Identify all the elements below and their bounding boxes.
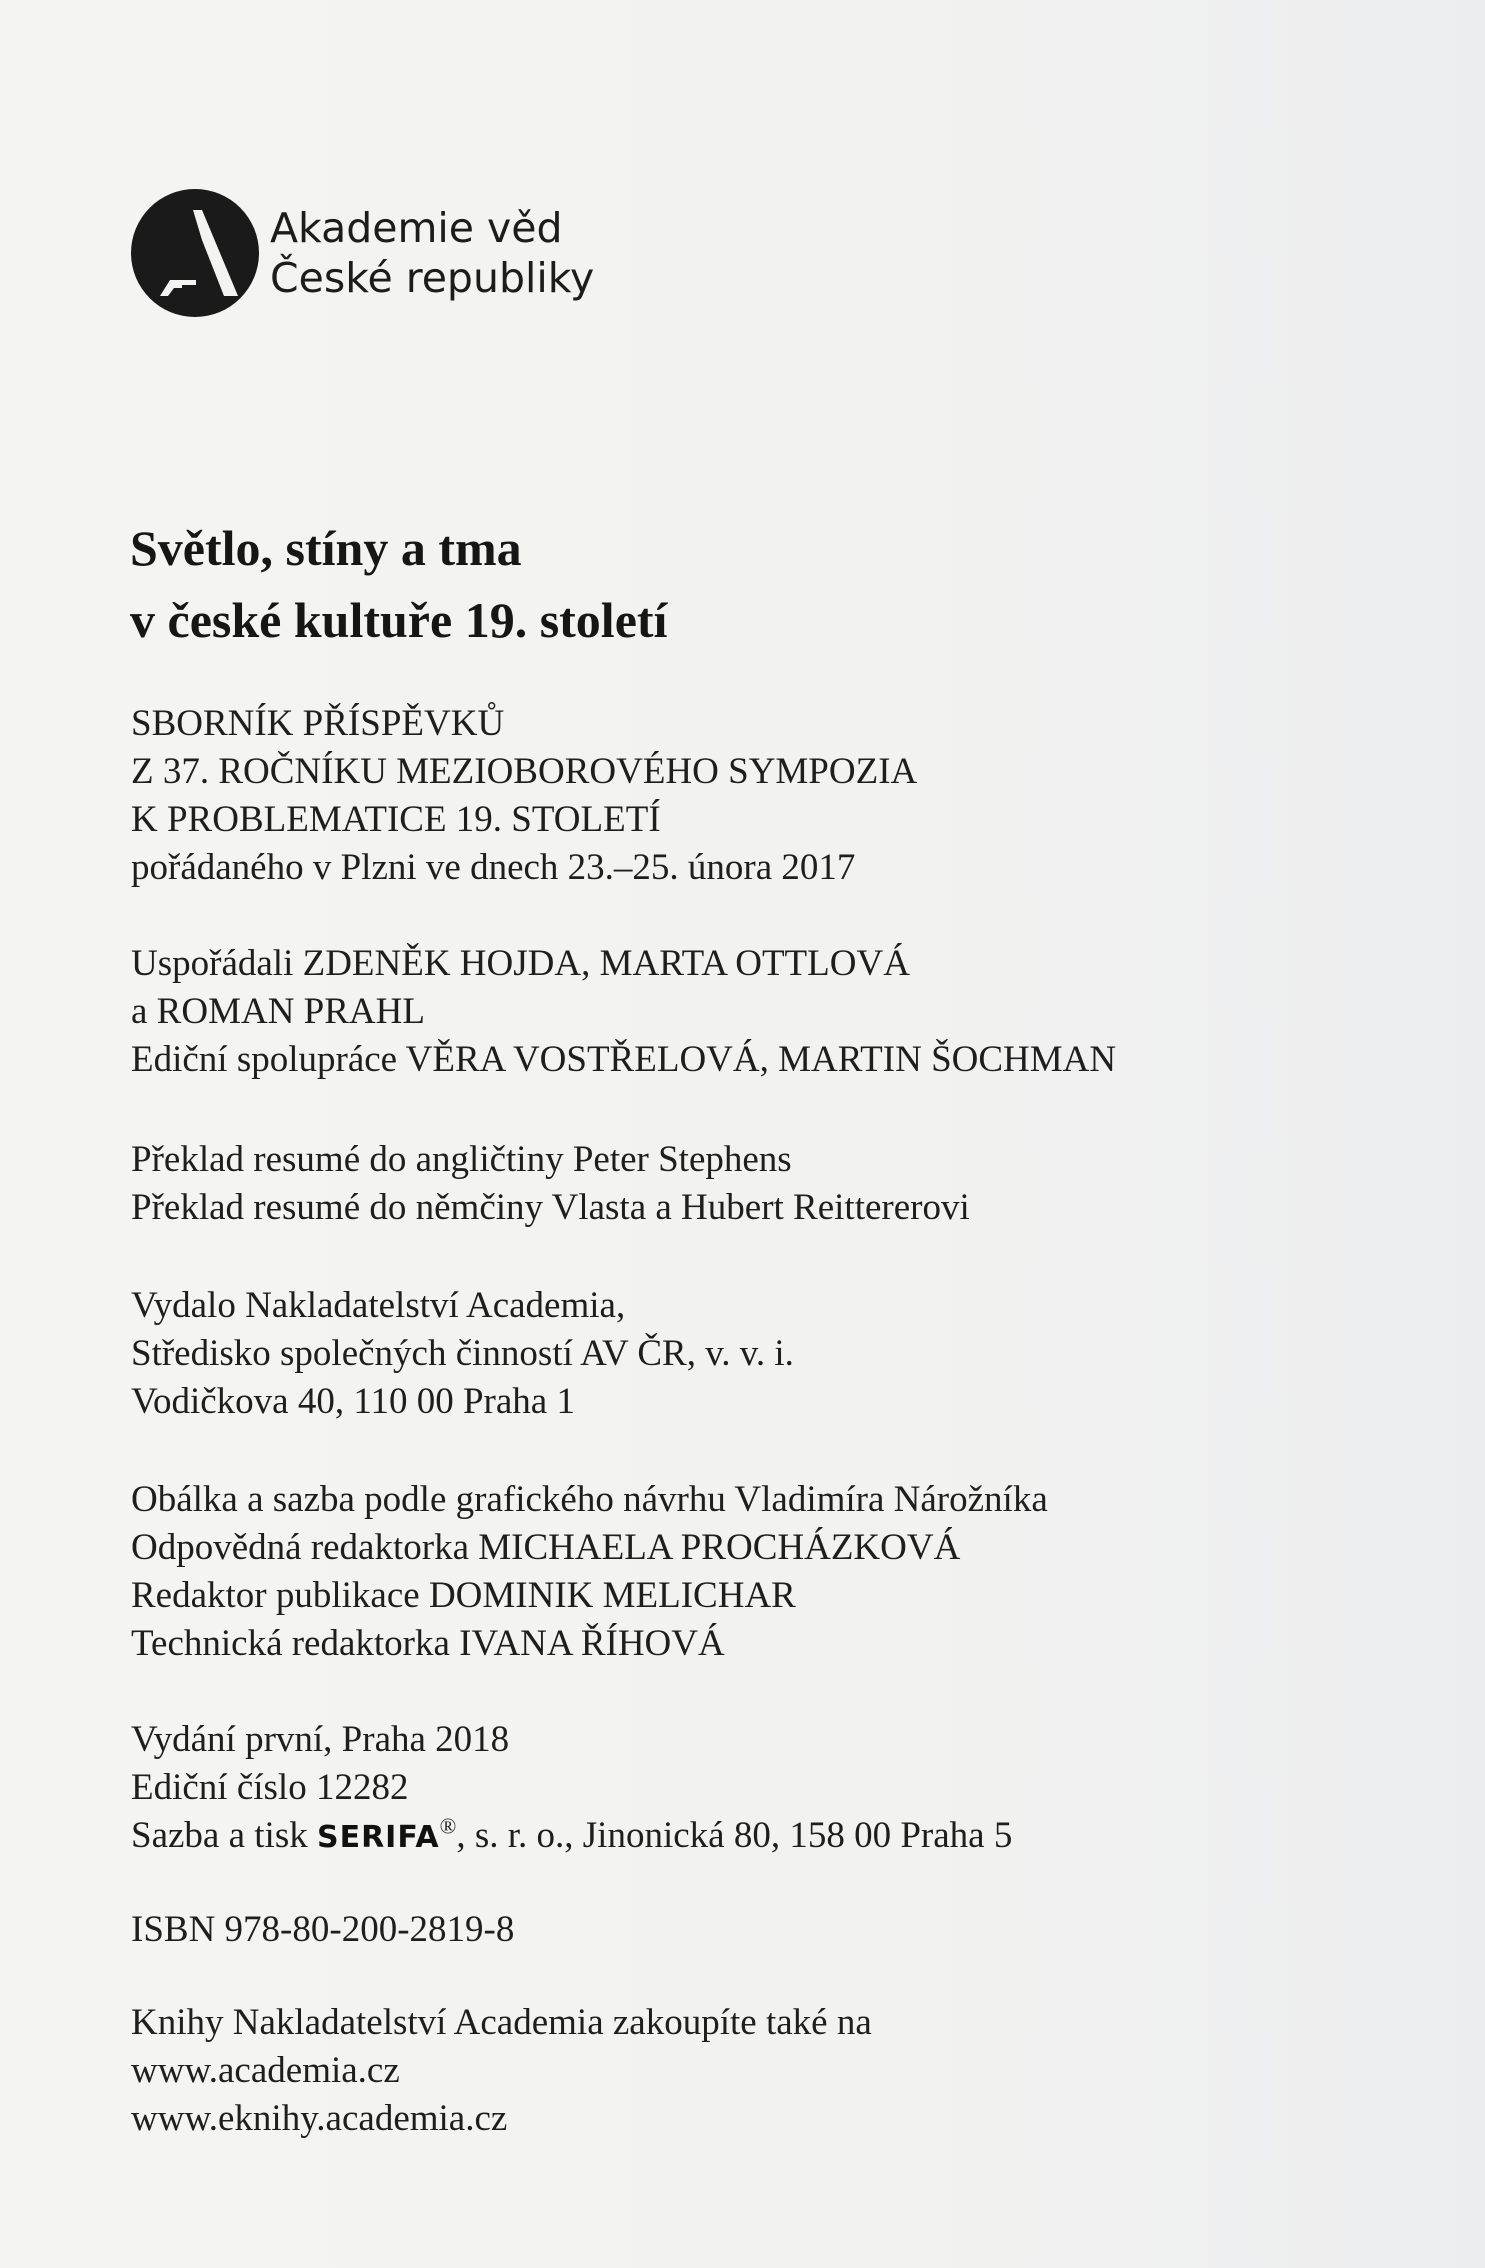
editors-line1: Uspořádali ZDENĚK HOJDA, MARTA OTTLOVÁ <box>131 943 910 984</box>
edition-block <box>131 1716 1012 1862</box>
isbn-block <box>131 1906 514 1954</box>
shop-block <box>131 1999 872 2143</box>
book-title <box>130 512 667 656</box>
isbn: ISBN 978-80-200-2819-8 <box>131 1909 515 1950</box>
subtitle-line2: Z 37. ROČNÍKU MEZIOBOROVÉHO SYMPOZIA <box>131 751 918 792</box>
editors-block <box>131 940 1116 1084</box>
publisher-address: Vodičkova 40, 110 00 Praha 1 <box>131 1381 575 1422</box>
edition-number: Ediční číslo 12282 <box>131 1767 409 1808</box>
book-title-line1: Světlo, stíny a tma <box>130 520 522 576</box>
credits-cover: Obálka a sazba podle grafického návrhu Vladimíra Nárožníka <box>131 1479 1048 1520</box>
translation-german: Překlad resumé do němčiny Vlasta a Hubert Reittererovi <box>131 1187 970 1228</box>
shop-url-eknihy: www.eknihy.academia.cz <box>131 2098 508 2139</box>
publisher-block <box>131 1282 794 1426</box>
academy-emblem-icon <box>130 188 260 318</box>
academy-logo <box>130 188 594 318</box>
translation-block <box>131 1136 970 1232</box>
subtitle-line4: pořádaného v Plzni ve dnech 23.–25. února 2017 <box>131 847 856 888</box>
book-title-line2: v české kultuře 19. století <box>130 592 668 648</box>
shop-line: Knihy Nakladatelství Academia zakoupíte také na <box>131 2002 872 2043</box>
credits-responsible-editor: Odpovědná redaktorka MICHAELA PROCHÁZKOVÁ <box>131 1527 961 1568</box>
academy-name-line2: České republiky <box>270 254 595 302</box>
credits-technical-editor: Technická redaktorka IVANA ŘÍHOVÁ <box>131 1623 725 1664</box>
subtitle-line3: K PROBLEMATICE 19. STOLETÍ <box>131 799 661 840</box>
subtitle-block <box>131 700 917 892</box>
printer-line <box>131 1812 1012 1862</box>
printer-prefix: Sazba a tisk <box>131 1815 317 1856</box>
edition-line: Vydání první, Praha 2018 <box>131 1719 510 1760</box>
shop-url-academia: www.academia.cz <box>131 2050 400 2091</box>
credits-block <box>131 1476 1048 1668</box>
registered-mark: ® <box>439 1813 457 1839</box>
printer-suffix: , s. r. o., Jinonická 80, 158 00 Praha 5 <box>456 1815 1013 1856</box>
publisher-line1: Vydalo Nakladatelství Academia, <box>131 1285 626 1326</box>
academy-name-line1: Akademie věd <box>270 204 563 252</box>
editors-line3: Ediční spolupráce VĚRA VOSTŘELOVÁ, MARTIN ŠOCHMAN <box>131 1039 1117 1080</box>
academy-name <box>270 203 594 303</box>
subtitle-line1: SBORNÍK PŘÍSPĚVKŮ <box>131 703 505 744</box>
editors-line2: a ROMAN PRAHL <box>131 991 425 1032</box>
serifa-logo: SERIFA <box>316 1820 440 1855</box>
translation-english: Překlad resumé do angličtiny Peter Stephens <box>131 1139 792 1180</box>
publisher-line2: Středisko společných činností AV ČR, v. v. i. <box>131 1333 794 1374</box>
credits-publication-editor: Redaktor publikace DOMINIK MELICHAR <box>131 1575 796 1616</box>
